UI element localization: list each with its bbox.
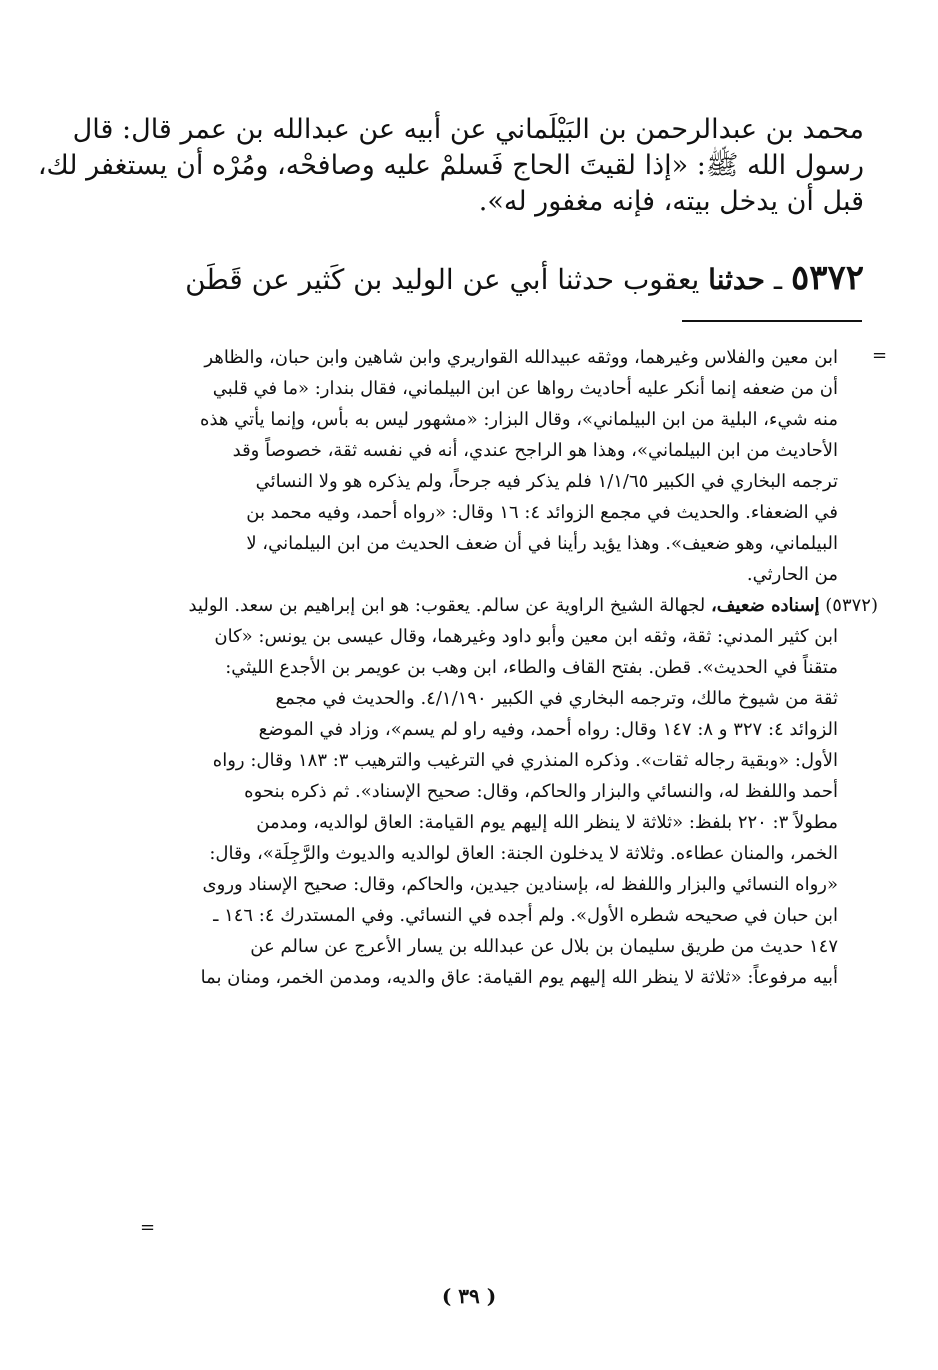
footnote-line: أحمد واللفظ له، والنسائي والبزار والحاكم، وقال: صحيح الإسناد». ثم ذكره بنحوه bbox=[244, 781, 838, 802]
heading-text: يعقوب حدثنا أبي عن الوليد بن كَثير عن قَطَن bbox=[185, 263, 700, 296]
main-text-line: قبل أن يدخل بيته، فإنه مغفور له». bbox=[478, 186, 864, 217]
continuation-mark-bottom: = bbox=[140, 1217, 156, 1238]
footnote-5372 bbox=[158, 590, 878, 993]
heading-lead-word: حدثنا bbox=[708, 263, 765, 296]
footnote-line: أن من ضعفه إنما أنكر عليه أحاديث رواها عن ابن البيلماني، فقال بندار: «ما في قلبي bbox=[212, 378, 838, 399]
hadith-heading bbox=[150, 258, 864, 300]
footnote-line: في الضعفاء. والحديث في مجمع الزوائد ٤: ١٦ وقال: «رواه أحمد، وفيه محمد بن bbox=[246, 502, 838, 523]
footnote-text: لجهالة الشيخ الراوية عن سالم. يعقوب: هو ابن إبراهيم بن سعد. الوليد bbox=[188, 595, 706, 616]
heading-dash: ـ bbox=[773, 263, 783, 296]
footnote-line: البيلماني، وهو ضعيف». وهذا يؤيد رأينا في أن ضعف الحديث من ابن البيلماني، لا bbox=[246, 533, 838, 554]
main-text-line: رسول الله ﷺ: «إذا لقيتَ الحاج فَسلمْ عليه وصافحْه، ومُرْه أن يستغفر لك، bbox=[37, 150, 864, 181]
main-text-line: محمد بن عبدالرحمن بن البَيْلَماني عن أبيه عن عبدالله بن عمر قال: قال bbox=[72, 114, 864, 145]
footnote-line: ثقة من شيوخ مالك، وترجمه البخاري في الكبير ٤/١/١٩٠. والحديث في مجمع bbox=[275, 688, 838, 709]
footnote-line: مطولاً ٣: ٢٢٠ بلفظ: «ثلاثة لا ينظر الله إليهم يوم القيامة: العاق لوالديه، ومدمن bbox=[256, 812, 838, 833]
footnote-line: ١٤٧ حديث من طريق سليمان بن بلال عن عبدالله بن يسار الأعرج عن سالم عن bbox=[250, 936, 838, 957]
footnote-separator bbox=[682, 320, 862, 322]
footnote-line: «رواه النسائي والبزار واللفظ له، بإسنادين جيدين، والحاكم، وقال: صحيح الإسناد وروى bbox=[202, 874, 838, 895]
footnote-line: الأول: «وبقية رجاله ثقات». وذكره المنذري في الترغيب والترهيب ٣: ١٨٣ وقال: رواه bbox=[212, 750, 838, 771]
main-text bbox=[37, 112, 864, 220]
footnote-line: الخمر، والمنان عطاءه. وثلاثة لا يدخلون الجنة: العاق لوالديه والديوث والرَّجِلَة»، وقال: bbox=[209, 843, 838, 864]
footnote-continued bbox=[158, 342, 878, 590]
footnote-line: ابن كثير المدني: ثقة، وثقه ابن معين وأبو داود وغيرهما، وقال عيسى بن يونس: «كان bbox=[214, 626, 838, 647]
footnote-line: الزوائد ٤: ٣٢٧ و ٨: ١٤٧ وقال: رواه أحمد، وفيه راو لم يسم»، وزاد في الموضع bbox=[258, 719, 838, 740]
hadith-number: ٥٣٧٢ bbox=[790, 258, 864, 298]
footnote-first-line bbox=[158, 590, 878, 621]
footnote-line: ابن حبان في صحيحه شطره الأول». ولم أجده في النسائي. وفي المستدرك ٤: ١٤٦ ـ bbox=[213, 905, 838, 926]
footnote-line: أبيه مرفوعاً: «ثلاثة لا ينظر الله إليهم يوم القيامة: عاق والديه، ومدمن الخمر، ومنان بما bbox=[200, 967, 838, 988]
footnote-label: إسناده ضعيف، bbox=[710, 595, 820, 616]
footnotes bbox=[158, 342, 878, 993]
continuation-mark-top: = bbox=[872, 345, 888, 366]
footnote-line: متقناً في الحديث». قطن. بفتح القاف والطاء، ابن وهب بن عويمر بن الأجدع الليثي: bbox=[225, 657, 838, 678]
footnote-line: ترجمه البخاري في الكبير ١/١/٦٥ فلم يذكر فيه جرحاً، ولم يذكره هو ولا النسائي bbox=[255, 471, 838, 492]
footnote-line: الأحاديث من ابن البيلماني»، وهذا هو الراجح عندي، أنه في نفسه ثقة، خصوصاً وقد bbox=[232, 440, 838, 461]
page-number: ( ٣٩ ) bbox=[441, 1284, 497, 1308]
footnote-number: (٥٣٧٢) bbox=[825, 595, 878, 616]
footnote-line: ابن معين والفلاس وغيرهما، ووثقه عبيدالله القواريري وابن شاهين وابن حبان، والظاهر bbox=[204, 347, 838, 368]
footnote-line: من الحارثي. bbox=[746, 564, 838, 585]
footnote-line: منه شيء، البلية من ابن البيلماني»، وقال البزار: «مشهور ليس به بأس، وإنما يأتي هذه bbox=[200, 409, 838, 430]
